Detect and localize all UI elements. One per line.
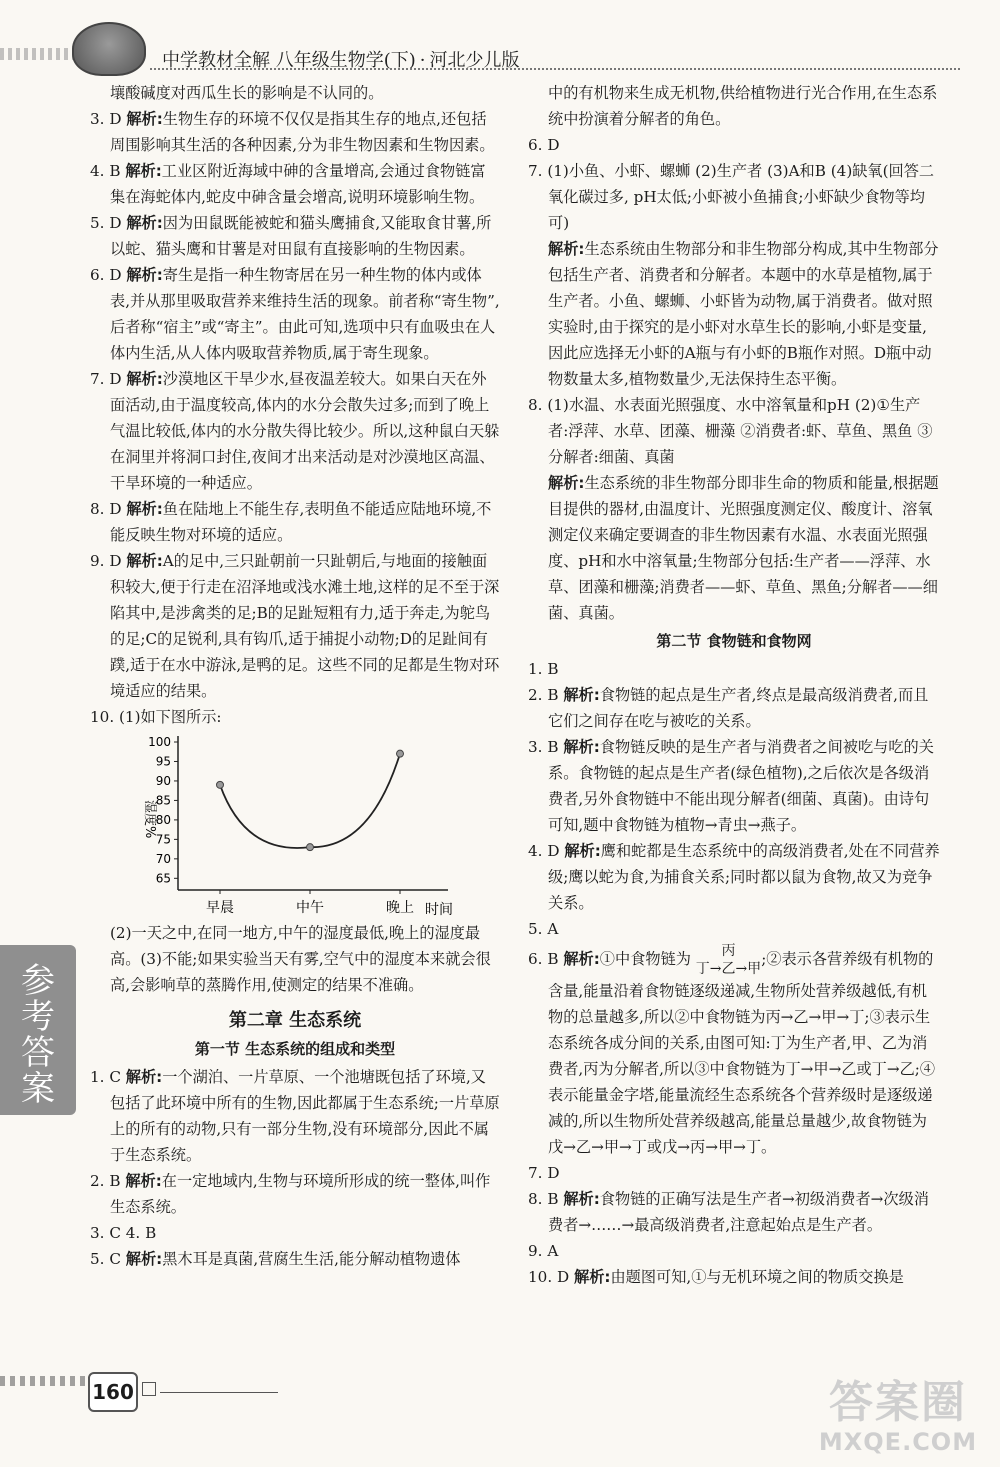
answer-item	[90, 1168, 500, 1220]
answer-item	[528, 470, 940, 626]
data-point	[217, 781, 224, 788]
right-column	[528, 80, 940, 1290]
side-tab	[0, 945, 76, 1115]
answer-number: 3. D	[90, 110, 122, 128]
x-tick-label: 晚上	[386, 900, 414, 916]
answer-item	[90, 1064, 500, 1168]
publisher: 河北少儿版	[429, 50, 520, 71]
answer-text: 食物链的正确写法是生产者→初级消费者→次级消费者→……→最高级消费者,注意起始点是生产者。	[548, 1190, 929, 1234]
answer-number: 1. B	[528, 660, 559, 678]
answer-text: 一个湖泊、一片草原、一个池塘既包括了环境,又包括了此环境中所有的生物,因此都属于生态系统;一片草原上的所有的动物,只有一部分生物,没有环境部分,因此不属于生态系统。	[110, 1068, 500, 1164]
answer-number: 3. B	[528, 738, 559, 756]
answer-item	[90, 496, 500, 548]
answer-number: 4. D	[528, 842, 560, 860]
answer-number: 9. A	[528, 1242, 559, 1260]
answer-item	[528, 838, 940, 916]
answer-item	[90, 366, 500, 496]
answer-number: 1. C	[90, 1068, 121, 1086]
answer-text: ①中食物链为	[599, 950, 691, 968]
watermark	[798, 1378, 998, 1467]
page-header	[0, 0, 1000, 80]
chapter-title: 第二章 生态系统	[228, 1010, 362, 1031]
humidity-chart-svg	[90, 730, 500, 920]
book-logo-icon	[72, 22, 146, 76]
analysis-label: 解析:	[125, 162, 162, 180]
page-number-box	[88, 1372, 138, 1412]
book-subtitle: 八年级生物学(下)	[275, 50, 416, 71]
answer-number: 5. A	[528, 920, 559, 938]
diagram-bottom: 丁→乙→甲	[695, 961, 762, 977]
analysis-label: 解析:	[126, 214, 163, 232]
data-point	[307, 844, 314, 851]
continued-paragraph: 中的有机物来生成无机物,供给植物进行光合作用,在生态系统中扮演着分解者的角色。	[548, 84, 938, 128]
answer-text: 鱼在陆地上不能生存,表明鱼不能适应陆地环境,不能反映生物对环境的适应。	[110, 500, 492, 544]
y-tick-label: 100	[148, 735, 171, 749]
answer-text: 食物链反映的是生产者与消费者之间被吃与吃的关系。食物链的起点是生产者(绿色植物),之后依次是各级消费者,另外食物链中不能出现分解者(细菌、真菌)。由诗句可知,题中食物链为植物→青虫→燕子。	[548, 738, 934, 834]
q10-part2: (2)一天之中,在同一地方,中午的湿度最低,晚上的湿度最高。(3)不能;如果实验当天有雾,空气中的湿度本来就会很高,会影响草的蒸腾作用,使测定的结果不准确。	[110, 924, 491, 994]
answer-text: 沙漠地区干旱少水,昼夜温差较大。如果白天在外面活动,由于温度较高,体内的水分会散失过多;而到了晚上气温比较低,体内的水分散失得比较少。所以,这种鼠白天躲在洞里并将洞口封住,夜间才出来活动是对沙漠地区高温、干旱环境的一种适应。	[110, 370, 500, 492]
answer-text: 寄生是指一种生物寄居在另一种生物的体内或体表,并从那里吸取营养来维持生活的现象。前者称“寄生物”,后者称“宿主”或“寄主”。由此可知,选项中只有血吸虫在人体内生活,从人体内吸取营养物质,属于寄生现象。	[110, 266, 500, 362]
data-point	[397, 750, 404, 757]
humidity-chart	[90, 730, 500, 920]
answer-item	[528, 682, 940, 734]
analysis-label: 解析:	[126, 370, 163, 388]
footer-decoration	[0, 1376, 90, 1386]
answer-item	[528, 1264, 940, 1290]
answer-text: 在一定地域内,生物与环境所形成的统一整体,叫作生态系统。	[110, 1172, 491, 1216]
answer-text: 生态系统的非生物部分即非生命的物质和能量,根据题目提供的器材,由温度计、光照强度测定仪、酸度计、溶氧测定仪来确定要调查的非生物因素有水温、水表面光照强度、pH和水中溶氧量;生物部分包括:生产者——浮萍、水草、团藻和栅藻;消费者——虾、草鱼、黑鱼;分解者——细菌、真菌。	[548, 474, 939, 622]
answer-item	[528, 916, 940, 942]
y-tick-label: 65	[155, 871, 171, 886]
answer-item	[90, 548, 500, 704]
y-tick-label: 90	[155, 773, 171, 788]
food-chain-diagram	[696, 942, 761, 978]
answer-number: 5. C	[90, 1250, 121, 1268]
x-tick-label: 早晨	[206, 900, 234, 916]
page-number: 160	[92, 1380, 134, 1404]
analysis-label: 解析:	[563, 950, 600, 968]
footer-square-icon	[142, 1382, 156, 1396]
footer-rule	[160, 1392, 278, 1393]
answer-text: (1)小鱼、小虾、螺蛳 (2)生产者 (3)A和B (4)缺氧(回答二氧化碳过多, pH太低;小虾被小鱼捕食;小虾缺少食物等均可)	[547, 162, 935, 232]
answer-number: 6. D	[90, 266, 122, 284]
header-rule	[150, 68, 960, 70]
humidity-line	[220, 754, 400, 848]
analysis-label: 解析:	[548, 474, 585, 492]
answer-item	[528, 1238, 940, 1264]
section-title: 第二节 食物链和食物网	[656, 632, 812, 650]
answer-list	[528, 656, 940, 942]
answer-text: ;②表示各营养级有机物的含量,能量沿着食物链逐级递减,生物所处营养级越低,有机物的总量越多,所以②中食物链为丙→乙→甲→丁;③表示生态系统各成分间的关系,由图可知:丁为生产者,甲、乙为消费者,丙为分解者,所以③中食物链为丁→甲→乙或丁→乙;④表示能量金字塔,能量流经生态系统各个营养级时是逐级递减的,所以生物所处营养级越高,能量总量越少,故食物链为戊→乙→甲→丁或戊→丙→甲→丁。	[548, 950, 936, 1156]
x-tick-label: 中午	[296, 900, 324, 916]
y-tick-label: 70	[155, 851, 171, 866]
header-decoration	[0, 48, 75, 60]
answer-list	[528, 132, 940, 626]
answer-text: 生态系统由生物部分和非生物部分构成,其中生物部分包括生产者、消费者和分解者。本题中的水草是植物,属于生产者。小鱼、螺蛳、小虾皆为动物,属于消费者。做对照实验时,由于探究的是小虾对水草生长的影响,小虾是变量,因此应选择无小虾的A瓶与有小虾的B瓶作对照。D瓶中动物数量太多,植物数量少,无法保持生态平衡。	[548, 240, 939, 388]
analysis-label: 解析:	[125, 1068, 163, 1086]
answer-list	[90, 106, 500, 704]
answer-item	[528, 158, 940, 236]
answer-list	[90, 1064, 500, 1272]
answer-text: 食物链的起点是生产者,终点是最高级消费者,而且它们之间存在吃与被吃的关系。	[548, 686, 929, 730]
answer-number: 2. B	[528, 686, 559, 704]
header-separator: ·	[419, 50, 426, 71]
answer-number: 10. D	[528, 1268, 570, 1286]
answer-item	[528, 656, 940, 682]
answer-number: 9. D	[90, 552, 122, 570]
answer-number: 7. D	[90, 370, 122, 388]
answer-item	[90, 262, 500, 366]
analysis-label: 解析:	[126, 500, 163, 518]
answer-text: 鹰和蛇都是生态系统中的高级消费者,处在不同营养级;鹰以蛇为食,为捕食关系;同时都以鼠为食物,故又为竞争关系。	[548, 842, 940, 912]
answer-number: 5. D	[90, 214, 122, 232]
answer-text: 黑木耳是真菌,营腐生生活,能分解动植物遗体	[162, 1250, 461, 1268]
analysis-label: 解析:	[574, 1268, 611, 1286]
answer-number: 6. D	[528, 136, 560, 154]
y-tick-label: 80	[155, 812, 171, 827]
continued-paragraph: 壤酸碱度对西瓜生长的影响是不认同的。	[110, 84, 384, 102]
left-column	[90, 80, 500, 1272]
analysis-label: 解析:	[125, 1250, 163, 1268]
y-tick-label: 85	[155, 793, 171, 808]
answer-item	[528, 734, 940, 838]
answer-item	[90, 210, 500, 262]
answer-text: A的足中,三只趾朝前一只趾朝后,与地面的接触面积较大,便于行走在沼泽地或浅水滩土地,这样的足不至于深陷其中,是涉禽类的足;B的足趾短粗有力,适于奔走,为鸵鸟的足;C的足锐利,具有钩爪,适于捕捉小动物;D的足趾间有蹼,适于在水中游泳,是鸭的足。这些不同的足都是生物对环境适应的结果。	[110, 552, 500, 700]
answer-item	[528, 1160, 940, 1186]
analysis-label: 解析:	[126, 110, 163, 128]
y-axis-label: 湿度%	[142, 800, 157, 839]
side-tab-label: 参考答案	[21, 961, 55, 1109]
q10-line: 10. (1)如下图所示:	[90, 708, 222, 726]
answer-number: 3. C 4. B	[90, 1224, 157, 1242]
answer-text: 工业区附近海域中砷的含量增高,会通过食物链富集在海蛇体内,蛇皮中砷含量会增高,说明环境影响生物。	[110, 162, 486, 206]
answer-number: 8. D	[90, 500, 122, 518]
answer-number: 6. B	[528, 950, 559, 968]
analysis-label: 解析:	[563, 1190, 600, 1208]
diagram-top: 丙	[721, 943, 736, 959]
answer-list	[528, 1160, 940, 1290]
answer-item	[90, 1246, 500, 1272]
answer-text: 由题图可知,①与无机环境之间的物质交换是	[610, 1268, 904, 1286]
answer-number: 8.	[528, 396, 543, 414]
answer-item	[528, 392, 940, 470]
analysis-label: 解析:	[563, 686, 600, 704]
watermark-title: 答案圈	[829, 1377, 967, 1428]
answer-item	[528, 942, 940, 1160]
answer-number: 2. B	[90, 1172, 121, 1190]
y-tick-label: 95	[155, 754, 171, 769]
y-tick-label: 75	[155, 832, 171, 847]
analysis-label: 解析:	[125, 1172, 162, 1190]
answer-item	[528, 236, 940, 392]
book-title: 中学教材全解	[162, 50, 270, 71]
answer-text: 因为田鼠既能被蛇和猫头鹰捕食,又能取食甘薯,所以蛇、猫头鹰和甘薯是对田鼠有直接影响的生物因素。	[110, 214, 492, 258]
answer-item	[90, 1220, 500, 1246]
answer-text: 生物生存的环境不仅仅是指其生存的地点,还包括周围影响其生活的各种因素,分为非生物因素和生物因素。	[110, 110, 495, 154]
answer-number: 4. B	[90, 162, 121, 180]
analysis-label: 解析:	[126, 266, 163, 284]
answer-item	[528, 1186, 940, 1238]
answer-item	[90, 106, 500, 158]
watermark-url: MXQE.COM	[818, 1428, 978, 1456]
answer-text: (1)水温、水表面光照强度、水中溶氧量和pH (2)①生产者:浮萍、水草、团藻、栅藻 ②消费者:虾、草鱼、黑鱼 ③分解者:细菌、真菌	[547, 396, 933, 466]
answer-number: 7.	[528, 162, 543, 180]
analysis-label: 解析:	[548, 240, 585, 258]
answer-item	[90, 158, 500, 210]
answer-item	[528, 132, 940, 158]
analysis-label: 解析:	[126, 552, 163, 570]
x-axis-label: 时间	[425, 902, 453, 918]
analysis-label: 解析:	[563, 738, 600, 756]
answer-number: 7. D	[528, 1164, 560, 1182]
answer-number: 8. B	[528, 1190, 559, 1208]
section-title: 第一节 生态系统的组成和类型	[194, 1040, 396, 1058]
analysis-label: 解析:	[564, 842, 601, 860]
